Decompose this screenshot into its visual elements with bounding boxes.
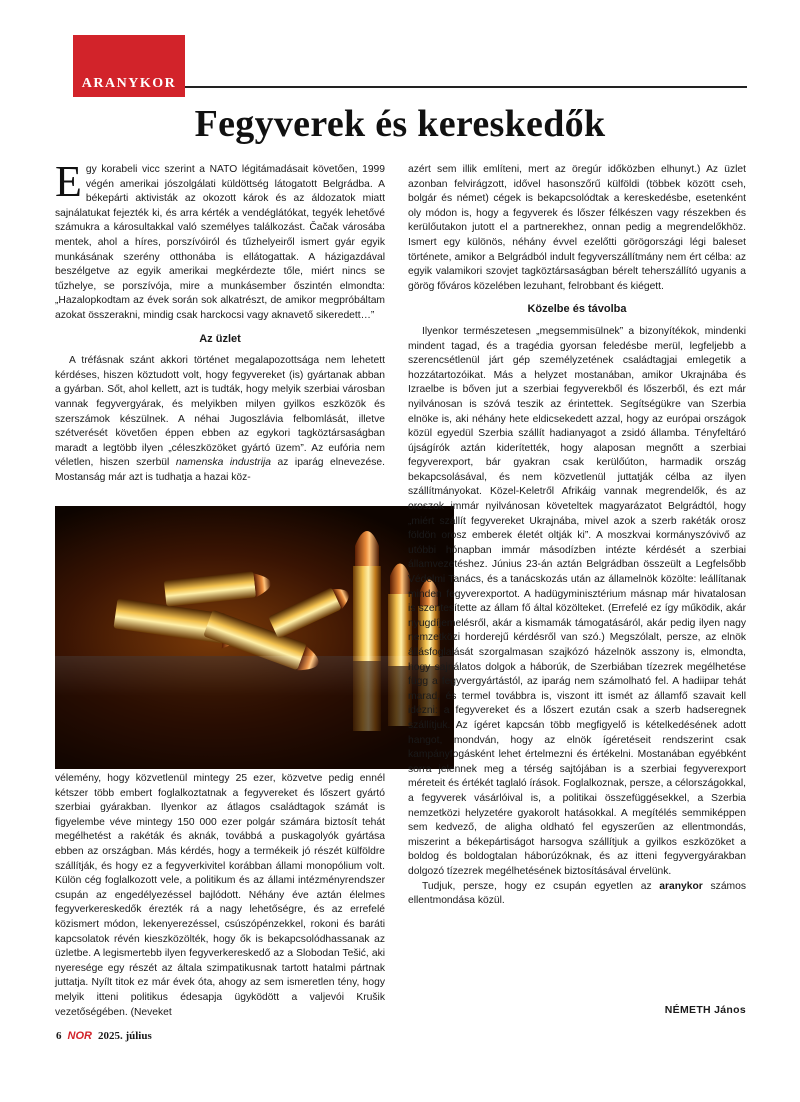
uzlet-text-a: A tréfásnak szánt akkori történet megalapozottsága nem lehetett kérdéses, hiszen köztudott volt, hogy fegyvereket (is) gyártanak abban a gyárban. Sőt, ahol kellett, azt is tudták, hogy melyik szerbiai városban vannak fegyvergyárak, és melyikben milyen gyilkos eszközök és szerszámok készülnek. A néhai Jugoszlávia felbomlását, illetve szétverését követően éppen ebben az egykori tagköztársaságban maradt a legtöbb ilyen „céleszközöket gyártó üzem”. Az eufória nem véletlen, hiszen szerbül [55,355,385,469]
paragraph-closing [408,880,746,909]
subheading-uzlet: Az üzlet [199,332,241,345]
header-rule [185,86,747,88]
closing-text-a: Tudjuk, persze, hogy ez csupán egyetlen az [422,880,660,892]
issue-date: 2025. július [97,1030,152,1042]
drop-cap: E [55,157,82,206]
standing-bullet-1 [353,531,381,731]
paragraph-intro [55,157,385,324]
page-number: 6 [56,1030,62,1042]
paragraph-right-2: Ilyenkor természetesen „megsemmisülnek” a bizonyítékok, mindenki mindent tagad, és a tragédia gyorsan feledésbe merül, legfeljebb a szerencsétlenül járt gép személyzetének családtagjai emlegetik a hozzátartozóikat. Más a helyzet mostanában, amikor Ukrajnába és Izraelbe is bőven jut a szerbiai fegyverekből és lőszerből, és ezt már nyilvánosan is szóvá teszik az érintettek. Segítségükre van Szerbia elnöke is, aki néhány hete eldicsekedett azzal, hogy az európai országok közül egyedül Szerbia szállít hadianyagot a zsidó államba. Tényfeltáró újságírók aztán kiderítették, hogy alaposan megnőtt a szerbiai fegyverexport, bár gyakran csak kerülőúton, harmadik ország bekapcsolásával, és nem közvetlenül juttatják célba az ilyen szállítmányokat. Közel-Keletről Afrikáig vannak megrendelők, és az oroszok immár nyilvánosan követeltek magyarázatot Belgrádtól, hogy „miért szállít fegyvereket Ukrajnába, mivel azok a szerb rakéták orosz földön orosz emberek életét oltják ki”. A moszkvai kormányszóvivő az utóbbi hónapban immár másodízben intézte kérdését a szerbiai államvezetéshez. Június 23-án aztán Belgrádban összeült a Legfelsőbb Védelmi Tanács, és a tanácskozás után az államelnök közölte: leállítanak minden fegyverexportot. A hadügyminisztérium másnap már hivatalosan is szentesítette az állam fő által közölteket. (Errefelé ez így működik, akár nyugdíjemelésről, akár a kismamák támogatásáról, akár pedig ilyen nagy nemzetközi horderejű kérdésről van szó.) Megszólalt, persze, az elnök állásfoglalását szorgalmasan szajkózó házelnök asszony is, elmondta, hogy sajnálatos dolgok a háborúk, de Szerbiában tízezrek megélhetése függ a fegyvergyártástól, az iparág nem számolható fel. A hadiipar tehát marad, és termel továbbra is, viszont itt ismét az államfő szavait kell idézni: a fegyvereket és a lőszert ezután csak a szerb hadseregnek szállítjuk. Az ígéret kapcsán több megfigyelő is kételkedésének adott hangot, mondván, hogy az elnök ígéretéseit rendszerint csak kampányfogásként lehet értelmezni és értékelni. Mostanában egyébként sorra jelennek meg a térség sajtójában is a szerbiai fegyverexport méreteit és értékét taglaló írások. Foglalkoznak, persze, a célországokkal, a fegyverek vásárlóival is, a politikai összefüggésekkel, a Szerbia nemzetközi helyzetére gyakorolt hatásokkal. A megítélés semmiképpen sem kedvező, de aligha oldható fel egyszerűen az ellentmondás, miszerint a békepártiságot harsogva szállítjuk a gyilkos eszközöket a boldog és boldogtalan háborúzóknak, és az itteni fegyvergyárakban dolgozó tízezrek megélhetésének biztosításával érvelünk. [408,325,746,877]
paragraph-continued: vélemény, hogy közvetlenül mintegy 25 ezer, közvetve pedig ennél kétszer több embert foglalkoztatnak a fegyvereket és lőszert gyártó szerbiai gyárakban. Ilyenkor az átlagos családtagok számát is figyelembe véve mintegy 150 000 ezer polgár számára biztosít tehát megélhetést a rakéták és aknák, továbbá a puskagolyók gyártása ebben az országban. Más kérdés, hogy a termékeik jó részét külföldre szállítják, és hogy ez a fegyverkivitel korábban állami monopólium volt. Külön cég foglalkozott vele, a politikum és az állami intézményrendszer csupán az engedélyezéssel bajlódott. Néhány éve aztán élelmes fegyverkereskedők érezték rá a nagy lehetőségre, és az errefelé közismert módon, lekenyerezéssel, csúszópénzekkel, rokoni és baráti kapcsolatok révén kieszközölték, hogy ők is bekapcsolódhassanak az üzletbe. A legismertebb ilyen fegyverkereskedő az a Slobodan Tešić, aki nyeresége egy részét az általa szimpatikusnak tartott hatalmi pártnak juttatja. Nyílt titok ez már évek óta, ahogy az sem ismeretlen tény, hogy melyik itteni politikus édesapja ügyködött a valjevói Krušik vezetőségében. (Neveket [55,773,385,1018]
section-tag [73,35,185,97]
intro-text: gy korabeli vicc szerint a NATO légitámadásait követően, 1999 végén amerikai jószolgálati küldöttség látogatott Belgrádba. A békepárti aktivisták az okozott károk és az áldozatok miatt sajnálatukat fejezték ki, és arra kérték a vendéglátókat, tegyék lehetővé számukra a károsultakkal való személyes találkozást. Čačak városába mentek, ahol a híres, porszívóiról és tűzhelyeiről ismert gyár egyik munkásának szerény otthonába is ellátogattak. A házigazdával beszélgetve az egyik amerikai megkérdezte tőle, miért nincs se tűzhelye, se porszívója, mire a munkásember őszintén elmondta: „Hazalopkodtam az évek során sok alkatrészt, de amikor megpróbáltam azokat összerakni, mindig csak harckocsi vagy aknavető sikeredett…” [55,164,385,321]
section-label: ARANYKOR [81,76,177,91]
uzlet-text-b: az iparág elnevezése. Mostanság már azt is tudhatja a hazai köz- [55,457,385,483]
magazine-logo: NOR [67,1030,92,1042]
subheading-kozelbe: Közelbe és távolba [527,303,627,316]
author-name: NÉMETH János [664,1004,746,1016]
photo-bullets [55,506,454,769]
column-left-bottom [55,772,385,1020]
bullets-illustration [55,506,454,769]
paragraph-uzlet [55,354,385,485]
lying-bullet-4 [268,584,353,639]
closing-text-b: számos ellentmondása közül. [408,880,746,907]
page-footer [56,1030,152,1042]
closing-emphasis: aranykor [659,880,703,892]
emphasis-term: namenska industrija [175,457,272,469]
article-title: Fegyverek és kereskedők [194,103,606,145]
lying-bullet-2 [164,571,272,606]
column-left-top [55,157,385,485]
column-right [408,163,746,909]
paragraph-right-1: azért sem illik említeni, mert az öregúr időközben elhunyt.) Az üzlet azonban felvirágzott, idővel hasonszőrű külföldi (többek között cseh, bolgár és német) cégek is bekapcsolódtak a kereskedésbe, esetenként oly módon is, hogy a fegyverek és lőszer félkészen vagy részekben és kerülőutakon jutott el a partnerekhez, onnan pedig a megrendelőkhöz. Ismert egy különös, néhány évvel ezelőtti görögországi légi baleset története, amikor a Belgrádból indult fegyverszállítmány nem ért célba: az egyik valamikori szovjet tagköztársaságban bérelt teherszállító ugyanis a görög főváros közelében lezuhant, felrobbant és kiégett. [408,164,746,292]
